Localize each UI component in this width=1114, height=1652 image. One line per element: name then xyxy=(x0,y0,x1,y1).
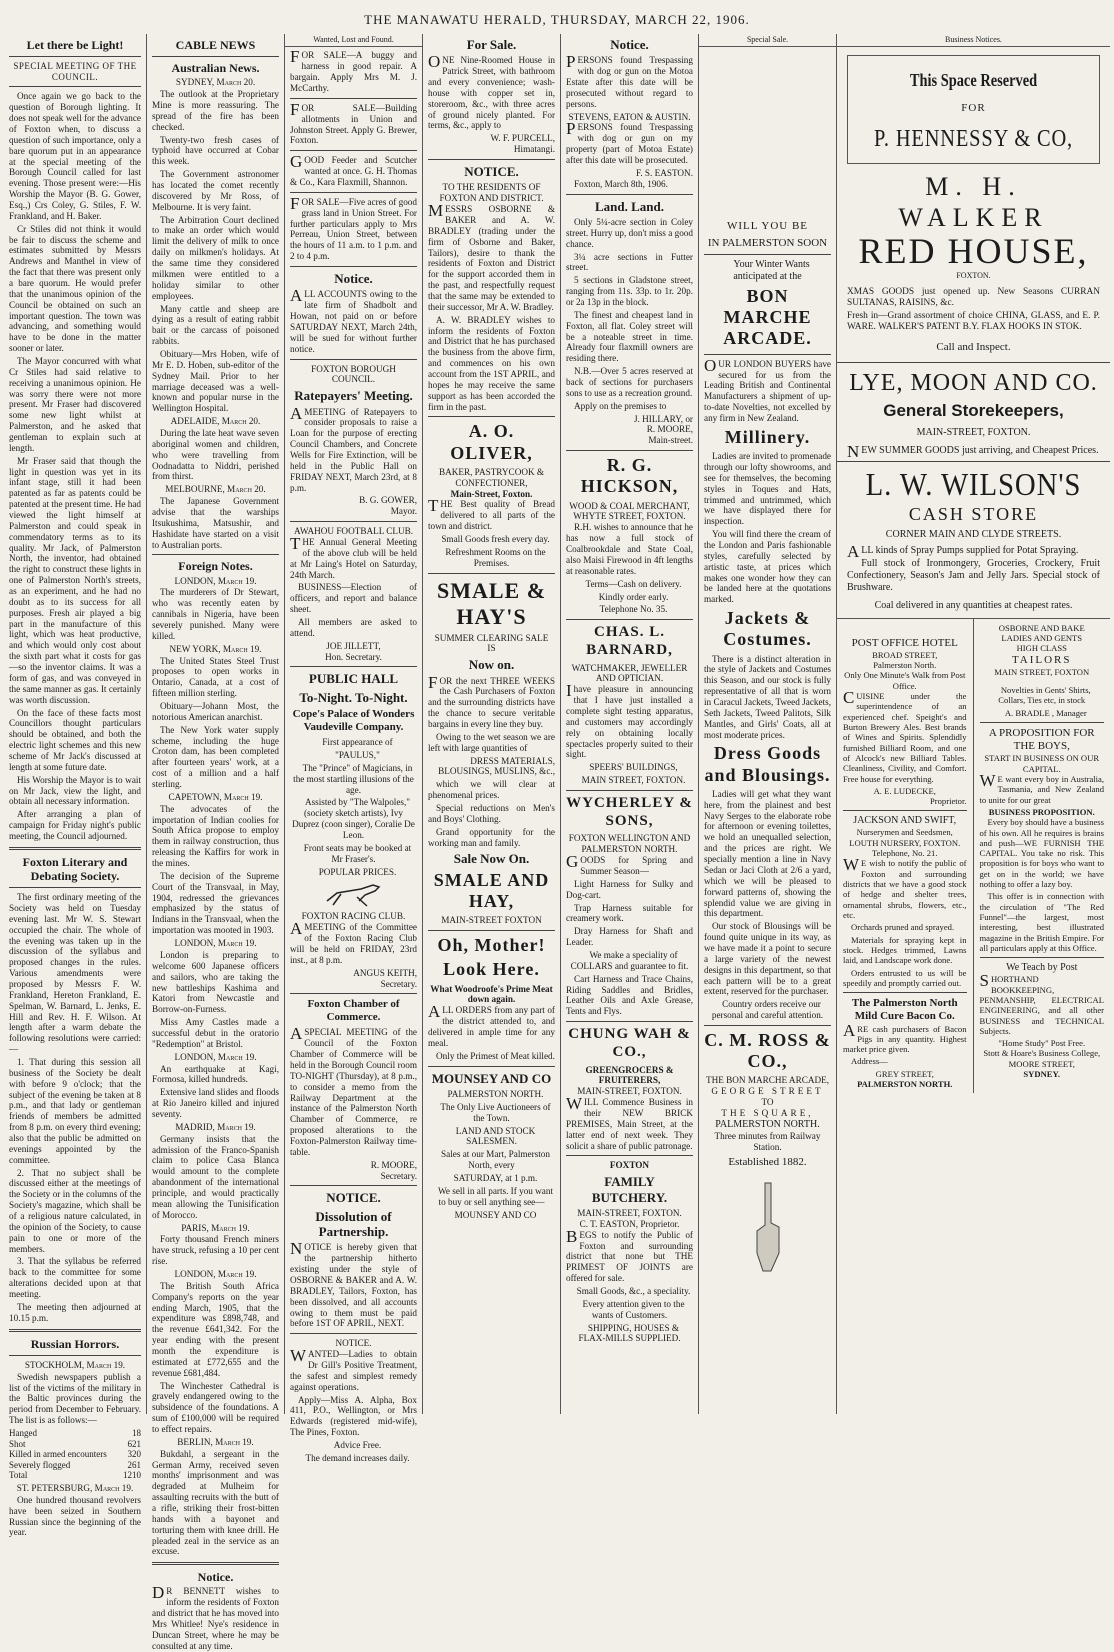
paragraph: Germany insists that the admission of the Franco-Spanish claim to police Casa Blanca would amount to the complete abandonment of the international principle, and would practically mean allowing the Tunisification of Morocco. xyxy=(152,1133,279,1220)
paragraph: Once again we go back to the question of Borough lighting. It does not speak well for the advance of Foxton when, to discuss a question of such importance, only a bare quorum put in an appearance at the special meeting of the Borough Council called for last evening. Those present were:—His Worship the Mayor (B. G. Gower, Esq.,) Crs Coley, G. Stiles, F. W. Frankland, and H. Baker. xyxy=(9,91,141,221)
ad-body: PALMERSTON NORTH. xyxy=(857,1079,953,1090)
classified-ad: FOR SALE—Building allotments in Union and Johnston Street. Apply G. Brewer, Foxton. xyxy=(290,99,417,146)
ad-body: XMAS GOODS just opened up. New Seasons CURRAN SULTANAS, RAISINS, &c. xyxy=(847,286,1100,308)
ad-body: Orchards pruned and sprayed. xyxy=(851,922,955,933)
ad-title: JACKSON AND SWIFT, xyxy=(853,815,957,827)
ad-body: Nurserymen and Seedsmen, xyxy=(856,827,953,838)
ad-body: Address— xyxy=(851,1056,888,1067)
paragraph: Swedish newspapers publish a list of the victims of the military in the Baltic provinces during the period from December to February. The list is as follows:— xyxy=(9,1371,141,1426)
ad-body: GEORGE STREET xyxy=(711,1086,824,1097)
notice-body: A. W. BRADLEY wishes to inform the residents of Foxton and District that he has purchased the business from the above firm, and commences on his own account from the 1ST APRIL, and hopes he may receive the same support as has been accorded the firm in the past. xyxy=(428,314,555,412)
ad-body: Cart Harness and Trace Chains, Riding Saddles and Bridles, Leather Oils and Axle Grease, Tents and Flys. xyxy=(566,973,693,1017)
ad-body: Ladies are invited to promenade through our lofty showrooms, and see for themselves, the becoming styles in Toques and Hats, trimmed and untrimmed, which we have displayed there for inspection. xyxy=(704,451,831,527)
ad-body: Materials for spraying kept in stock. Hedges trimmed, Lawns laid, and Landscape work done. xyxy=(843,934,967,966)
signature: R. MOORE, xyxy=(646,424,693,435)
ad-title: POST OFFICE HOTEL xyxy=(851,636,958,649)
ad-body: ARE cash purchasers of Bacon Pigs in any quantity. Highest market price given. xyxy=(843,1020,967,1055)
ad-body: This offer is in connection with the circulation of "The Red Funnel"—the largest, most interesting, best illustrated magazine in the British Empire. For all particulars apply at this Office. xyxy=(979,891,1104,953)
notice-body: Advice Free. xyxy=(333,1439,382,1450)
paragraph: During the late heat wave seven aboriginal women and children, who were travelling from Oodnadatta to Niddri, perished from thirst. xyxy=(152,427,279,482)
ad-body: What Woodroofe's Prime Meat down again. xyxy=(430,983,553,1005)
signature: F. S. EASTON. xyxy=(635,167,693,178)
ad-body: Main-Street, Foxton. xyxy=(450,488,533,499)
ad-body: Coal delivered in any quantities at cheapest rates. xyxy=(874,599,1073,611)
newspaper-page xyxy=(4,34,1110,1651)
paragraph: The advocates of the importation of Indian coolies for South Africa propose to employ them in railway construction, thus releasing the Kaffirs for work in the mines. xyxy=(152,803,279,869)
ad-body: BEGS to notify the Public of Foxton and surrounding district that none but THE PRIMEST OF JOINTS are offered for sale. xyxy=(566,1226,693,1284)
section-title: CABLE NEWS xyxy=(175,38,256,52)
notice-title: FOXTON BOROUGH COUNCIL. xyxy=(311,363,396,385)
ad-body: Special reductions on Men's and Boys' Clothing. xyxy=(428,803,555,824)
notice-title: Notice. xyxy=(334,271,373,287)
ad-body: Palmerston North. xyxy=(873,660,937,671)
ad-title: FOXTON xyxy=(609,1160,650,1171)
ad-body: We make a speciality of COLLARS and guarantee to fit. xyxy=(570,950,689,971)
ad-body: 5 sections in Gladstone street, ranging from 11s. 33p. to 1r. 20p. or 2a 13p in the block. xyxy=(566,275,693,307)
ad-body: LAND AND STOCK SALESMEN. xyxy=(455,1125,536,1147)
ad-title: Millinery. xyxy=(724,426,811,447)
ad-body: Apply on the premises to xyxy=(574,400,667,411)
column-3 xyxy=(285,34,423,1463)
ad-body: SATURDAY, at 1 p.m. xyxy=(453,1172,538,1183)
ad-title: We Teach by Post xyxy=(1006,962,1078,974)
ad-title: Sale Now On. xyxy=(453,851,530,867)
column-header: Special Sale. xyxy=(699,34,836,47)
notice-body: The demand increases daily. xyxy=(305,1452,410,1463)
classified-ad: FOR SALE—Five acres of good grass land in Union Street. For further particulars apply to Mrs Perreau, Union Street, between the hours of 11 a.m. to 1 p.m. and 2 to 4 p.m. xyxy=(290,193,417,262)
ad-body: "Home Study" Post Free. xyxy=(998,1038,1086,1049)
ad-body: The "Prince" of Magicians, in the most startling illusions of the age. xyxy=(293,762,414,795)
ad-title: MOUNSEY AND CO xyxy=(431,1070,552,1086)
ad-body: Telephone No. 35. xyxy=(599,604,668,615)
ad-body: There is a distinct alteration in the style of Jackets and Costumes this Season, and our stock is fully representative of all that is worn in Caracul Jackets, Tweed Jackets, Seth Jackets, Tweed Palitots, Silk Mantles, and Girls' Coats, all at most moderate prices. xyxy=(704,653,831,740)
box-firm: P. HENNESSY & CO, xyxy=(873,125,1074,152)
ad-body: WOOD & COAL MERCHANT, xyxy=(569,500,690,511)
paragraph: The Arbitration Court declined to make an order which would limit the delivery of milk to once daily on milkmen's holidays. At the same time they considered milkmen were entitled to a holiday similar to other employees. xyxy=(152,214,279,301)
paragraph: An earthquake at Kagi, Formosa, killed hundreds. xyxy=(152,1063,279,1085)
ad-body: HIGH CLASS xyxy=(1016,643,1067,654)
ad-title: To-Night. To-Night. xyxy=(299,689,408,705)
ad-body: GREY STREET, xyxy=(875,1068,934,1079)
notice-body: BUSINESS—Election of officers, and report and balance sheet. xyxy=(290,582,417,615)
signature: Mayor. xyxy=(390,506,417,517)
ad-title: FAMILY BUTCHERY. xyxy=(591,1174,668,1205)
notice-body: ALL ACCOUNTS owing to the late firm of Shadbolt and Howan, not paid on or before SATURDAY NEXT, March 24th, will be sued for without further notice. xyxy=(290,286,417,354)
ad-body: The finest and cheapest land in Foxton, all flat. Coley street will be a noteable street in time. Already four flaxmill owners are residing there. xyxy=(566,309,693,364)
signature: Main-street. xyxy=(648,435,693,446)
ad-title: WYCHERLEY & SONS, xyxy=(566,795,693,829)
ad-body: N.B.—Over 5 acres reserved at back of sections for purchasers sons to use as a recreation ground. xyxy=(566,366,693,398)
ad-body: FOXTON WELLINGTON AND PALMERSTON NORTH. xyxy=(568,833,691,855)
column-4 xyxy=(423,34,561,1414)
dateline: LONDON, March 19. xyxy=(174,938,257,949)
ad-body: LOUTH NURSERY, FOXTON. xyxy=(849,837,961,848)
ad-body: OUR LONDON BUYERS have secured for us from the Leading British and Continental Manufacturers a shipment of up-to-date Novelties, not excelled by any firm in New Zealand. xyxy=(704,355,831,423)
section-subtitle: Australian News. xyxy=(171,61,260,76)
ad-title: SMALE AND HAY, xyxy=(433,869,550,912)
ad-body: DRESS MATERIALS, BLOUSINGS, MUSLINS, &c., xyxy=(438,755,555,777)
ad-body: MAIN STREET, FOXTON. xyxy=(581,775,686,786)
ad-body: Owing to the wet season we are left with large quantities of xyxy=(428,731,555,753)
ad-body: MAIN-STREET FOXTON xyxy=(441,915,542,926)
ad-title: Look Here. xyxy=(443,959,540,980)
ad-body: Only One Minute's Walk from Post Office. xyxy=(844,670,966,691)
paragraph: The Japanese Government advise that the warships Itsukushima, Matsushir, and Hashidate have started on a visit to Australian ports. xyxy=(152,496,279,550)
ad-body: Small Goods, &c., a speciality. xyxy=(576,1285,691,1296)
ad-body: Stott & Hoare's Business College, MOORE STREET, xyxy=(983,1048,1101,1069)
paragraph: The New York water supply scheme, including the huge Croton dam, has been completed after fourteen years' work, at a cost of a million and a half sterling. xyxy=(152,724,279,790)
ad-title: Oh, Mother! xyxy=(437,935,546,956)
ad-body: THE BON MARCHE ARCADE, xyxy=(705,1075,830,1086)
ad-body: Your Winter Wants anticipated at the xyxy=(733,259,810,283)
ad-title: Jackets & Costumes. xyxy=(723,608,812,650)
ad-body: Sales at our Mart, Palmerston North, every xyxy=(441,1149,550,1171)
ad-body: Full stock of Ironmongery, Groceries, Crockery, Fruit Confectionery, Season's Jam and Jelly Jars. Special stock of Brushware. xyxy=(847,558,1100,593)
ad-body: Every boy should have a business of his own. All he requires is brains and push—WE FURNISH THE CAPITAL. You take no risk. This proposition is for boys who want to get on in the world; we have nothing to offer a lazy boy. xyxy=(979,817,1104,890)
ad-title: RED HOUSE, xyxy=(858,231,1089,272)
ad-body: Country orders receive our personal and careful attention. xyxy=(711,999,824,1021)
ad-body: Assisted by "The Walpoles," (society sketch artists), Ivy Duprez (coon singer), Coralie De Leon. xyxy=(292,797,415,840)
ad-body: Light Harness for Sulky and Dog-cart. xyxy=(566,878,693,900)
signature: B. G. GOWER, xyxy=(359,495,417,506)
paragraph: The Winchester Cathedral is gravely endangered owing to the subsidence of the foundations. A sum of £100,000 will be required to effect repairs. xyxy=(152,1380,279,1435)
masthead xyxy=(0,0,1114,34)
ad-body: WILL YOU BE xyxy=(726,220,809,233)
paragraph: One hundred thousand revolvers have been seized in Southern Russian since the beginning of the year. xyxy=(9,1494,141,1538)
ad-title: SMALE & HAY'S xyxy=(436,577,547,629)
ad-body: MAIN STREET, FOXTON xyxy=(994,666,1090,677)
paragraph: Extensive land slides and floods at Rio Janeiro killed and injured seventy. xyxy=(152,1087,279,1119)
ad-body: MAIN-STREET, FOXTON. xyxy=(577,1207,682,1218)
ad-body: GOODS for Spring and Summer Season— xyxy=(566,852,693,876)
ad-body: Telephone, No. 21. xyxy=(871,848,938,859)
ad-body: First appearance of xyxy=(322,737,393,748)
ad-body: CORNER MAIN AND CLYDE STREETS. xyxy=(885,528,1062,540)
ad-body: ALL ORDERS from any part of the district attended to, and delivered in ample time for any meal. xyxy=(428,1002,555,1048)
notice-title: Dissolution of Partnership. xyxy=(315,1208,392,1240)
ad-body: START IN BUSINESS ON OUR CAPITAL. xyxy=(984,753,1100,774)
ad-title: CASH STORE xyxy=(908,503,1039,524)
ad-body: FOXTON. xyxy=(956,271,991,281)
dateline: STOCKHOLM, March 19. xyxy=(24,1359,126,1370)
ad-title: LYE, MOON AND CO. xyxy=(849,369,1098,396)
wilson-ad xyxy=(837,466,1110,612)
ad-body: NEW SUMMER GOODS just arriving, and Cheapest Prices. xyxy=(847,442,1099,462)
ad-title: OSBORNE AND BAKE xyxy=(998,622,1085,633)
ad-title: R. G. HICKSON, xyxy=(580,455,679,497)
ad-body: Trap Harness suitable for creamery work. xyxy=(566,902,693,924)
signature: Hon. Secretary. xyxy=(325,651,382,662)
dateline: LONDON, March 19. xyxy=(174,575,257,586)
ad-body: ALL kinds of Spray Pumps supplied for Potat Spraying. xyxy=(847,541,1079,561)
ad-body: Dray Harness for Shaft and Leader. xyxy=(566,926,693,948)
ad-title: Dress Goods and Blousings. xyxy=(704,743,831,785)
notice-body: MESSRS OSBORNE & BAKER and A. W. BRADLEY (trading under the firm of Osborne and Baker, Tailors), desire to thank the residents of Foxton and District for the support accorded them in the past, and respectfully request that the same may be extended to their successor, Mr A. W. Bradley. xyxy=(428,201,555,312)
reserved-space-box xyxy=(847,55,1100,164)
notice-title: TO THE RESIDENTS OF FOXTON AND DISTRICT. xyxy=(439,182,544,204)
ad-body: C. T. EASTON, Proprietor. xyxy=(579,1218,680,1229)
notice-title: NOTICE. xyxy=(326,1190,381,1206)
ad-body: WATCHMAKER, JEWELLER AND OPTICIAN. xyxy=(571,662,688,684)
table-row: Killed in armed encounters 320 xyxy=(9,1449,141,1460)
ad-body: PALMERSTON NORTH. xyxy=(447,1088,544,1099)
ad-body: SHIPPING, HOUSES & FLAX-MILLS SUPPLIED. xyxy=(578,1322,681,1344)
ad-title: M. H. WALKER xyxy=(898,171,1049,232)
ad-title: The Palmerston North Mild Cure Bacon Co. xyxy=(851,997,958,1023)
notice-title: Foxton Chamber of Commerce. xyxy=(307,998,400,1024)
ad-title: Land. Land. xyxy=(594,198,664,214)
paragraph: Twenty-two fresh cases of typhoid have occurred at Cobar this week. xyxy=(152,134,279,167)
signature: STEVENS, EATON & AUSTIN. xyxy=(568,111,691,122)
ad-title: L. W. WILSON'S xyxy=(865,465,1082,502)
ad-title: General Storekeepers, xyxy=(883,401,1064,421)
ad-body: Ihave pleasure in announcing that I have just installed a complete sight testing apparatus, and customers may accordingly rely on obtaining locally spectacles properly suited to their sight. xyxy=(566,681,693,760)
ad-body: You will find there the cream of the London and Paris fashionable styles, carefully selected by artistic taste, at prices which makes one wonder how they can be landed here at the quotations marked. xyxy=(704,529,831,605)
ad-body: WE wish to notify the public of Foxton and surrounding districts that we have a good stock of hedge and shelter trees, ornamental shrubs, flowers, etc., etc. xyxy=(843,855,967,920)
paragraph: London is preparing to welcome 600 Japanese officers and sailors, who are taking the new battleships Kashima and Katori from Newcastle and Borrow-on-Furness. xyxy=(152,949,279,1015)
column-2 xyxy=(147,34,285,1651)
ad-title: BON MARCHE ARCADE. xyxy=(723,285,812,349)
ad-body: WE want every boy in Australia, Tasmania, and New Zealand to unite for our great xyxy=(979,770,1104,805)
paragraph: 2. That no subject shall be discussed either at the meetings of the Society or in the columns of the Society's magazine, which shall be of a religious nature calculated, in the opinion of the Society, to cause pain to one or more of the members. xyxy=(9,1167,141,1254)
signature: R. MOORE, xyxy=(370,1159,417,1170)
ad-body: CUISINE under the superintendence of an experienced chef. Speight's and Burton Brewery Ales. Best brands of Wines and Spirits. Splendidly furnished Billiard Room, and one of Alcock's new Billiard Tables. Cleanliness, Civility, and Comfort. Free house for everything. xyxy=(843,688,967,784)
ad-body: MAIN-STREET, FOXTON. xyxy=(577,1086,682,1097)
paragraph: Bukdahl, a sergeant in the German Army, received seven months' imprisonment and was degraded at Mulheim for assaulting recruits with the butt of a rifle, striking their frost-bitten hands with a bayonet and torturing them with knee drill. He pleaded zeal in the service as an excuse. xyxy=(152,1448,279,1557)
classified-ad: GOOD Feeder and Scutcher wanted at once. G. H. Thomas & Co., Kara Flaxmill, Shannon. xyxy=(290,152,417,188)
signature: Secretary. xyxy=(380,978,417,989)
ad-body: which we will clear at phenomenal prices. xyxy=(428,779,555,801)
lower-split xyxy=(837,618,1110,1094)
ad-body: BROAD STREET, xyxy=(872,649,938,660)
ad-body: ONE Nine-Roomed House in Patrick Street, with bathroom and every convenience; wash-house with copper set in, storeroom, &c., with three acres of ground nicely planted. For terms, &c., apply to xyxy=(428,52,555,131)
ad-body: R.H. wishes to announce that he has now a full stock of Coalbrookdale and State Coal, also Maisi Firewood in 4ft lengths at reasonable rates. xyxy=(566,522,693,576)
paragraph: Cr Stiles did not think it would be fair to discuss the scheme and estimates submitted by Messrs Andrews and Manthel in view of the fact that there was present only a bare quorum. He would prefer that the unanimous opinion of the Council be obtained on such an important question. The town was advancing, and something would have to be done in the matter sooner or later. xyxy=(9,223,141,354)
dateline: NEW YORK, March 19. xyxy=(169,643,262,654)
dateline: MELBOURNE, March 20. xyxy=(165,484,266,495)
ad-title: CHAS. L. BARNARD, xyxy=(586,624,673,658)
dateline: ST. PETERSBURG, March 19. xyxy=(16,1483,134,1493)
notice-body: AMEETING of Ratepayers to consider proposals to raise a Loan for the purpose of erecting Council Chambers, and Concrete Wells for Fire Extinction, will be held in the Public Hall on FRIDAY NEXT, March 23rd, at 8 p.m. xyxy=(290,403,417,493)
paragraph: On the face of these facts most Councillors thought particulars should be obtained, and both the electric light schemes and this new scheme of Mr Jack's discussed at length at some future date. xyxy=(9,707,141,772)
article-title: Let there be Light! xyxy=(26,38,124,52)
article-subtitle: SPECIAL MEETING OF THE COUNCIL. xyxy=(13,61,137,82)
ad-title: CHUNG WAH & CO., xyxy=(568,1026,691,1060)
horse-icon xyxy=(319,879,389,909)
ad-body: LADIES AND GENTS xyxy=(1001,632,1083,643)
ad-body: 3¼ acre sections in Futter street. xyxy=(566,251,693,273)
ad-body: GREENGROCERS & FRUITERERS, xyxy=(585,1064,674,1086)
column-1 xyxy=(4,34,147,1538)
paragraph: 3. That the syllabus be referred back to the committee for some alterations decided upon at that meeting. xyxy=(9,1256,141,1300)
dateline: MADRID, March 19. xyxy=(175,1121,256,1132)
signature: JOE JILLETT, xyxy=(326,640,381,651)
ad-body: THE SQUARE, xyxy=(721,1108,814,1118)
notice-body: Foxton, March 8th, 1906. xyxy=(574,178,668,189)
ad-body: MOUNSEY AND CO xyxy=(454,1209,537,1220)
ad-body: Terms—Cash on delivery. xyxy=(585,578,682,589)
signature: J. HILLARY, or xyxy=(633,413,693,424)
notice-title: NOTICE. xyxy=(464,164,519,180)
ad-body: Kindly order early. xyxy=(598,591,669,602)
signature: Proprietor. xyxy=(929,796,967,807)
notice-body: WANTED—Ladies to obtain Dr Gill's Positive Treatment, the safest and simplest remedy against operations. xyxy=(290,1346,417,1392)
table-row: Total 1210 xyxy=(9,1470,141,1481)
column-5 xyxy=(561,34,699,1414)
classified-ad: FOR SALE—A buggy and harness in good repair. A bargain. Apply Mrs M. J. McCarthy. xyxy=(290,47,417,94)
dateline: LONDON, March 19. xyxy=(174,1268,257,1279)
ad-body: Grand opportunity for the working man and family. xyxy=(428,826,555,848)
paragraph: The decision of the Supreme Court of the Transvaal, in May, 1904, redressed the grievances emphasized by the status of Indians in the Transvaal, when the importation was mooted in 1903. xyxy=(152,870,279,936)
paragraph: Many cattle and sheep are dying as a result of eating rabbit bait or the carcass of poisoned rabbits. xyxy=(152,303,279,347)
ad-body: SHORTHAND BOOKKEEPING, PENMANSHIP, ELECTRICAL ENGINEERING, and all other BUSINESS and TECHNICAL Subjects. xyxy=(979,971,1104,1036)
notice-body: AMEETING of the Committee of the Foxton Racing Club will be held on FRIDAY, 23rd inst., at 8 p.m. xyxy=(290,919,417,965)
right-subcolumn xyxy=(974,619,1111,1094)
column-header: Business Notices. xyxy=(837,34,1110,47)
ad-body: Only the Primest of Meat killed. xyxy=(436,1050,555,1061)
notice-body: All members are asked to attend. xyxy=(290,617,417,638)
ad-body: FOR the next THREE WEEKS the Cash Purchasers of Foxton and the surrounding districts have the chance to secure veritable bargains in every line they buy. xyxy=(428,672,555,730)
paragraph: The murderers of Dr Stewart, who was recently eaten by cannibals in Nigeria, have been severely punished. Many were killed. xyxy=(152,587,279,641)
victims-table xyxy=(9,1428,141,1481)
ad-body: Every attention given to the wants of Customers. xyxy=(582,1298,685,1320)
paragraph: Forty thousand French miners have struck, refusing a 10 per cent rise. xyxy=(152,1234,279,1267)
paragraph: Miss Amy Castles made a successful debut in the oratorio "Redemption" at Bristol. xyxy=(152,1017,279,1049)
ad-body: We sell in all parts. If you want to buy or sell anything see— xyxy=(437,1185,554,1207)
ad-body: PALMERSTON NORTH. xyxy=(715,1118,820,1130)
signature: ANGUS KEITH, xyxy=(353,967,417,978)
paragraph: The United States Steel Trust proposes to open works in Ontario, Canada, at a cost of fifteen million sterling. xyxy=(152,655,279,699)
ad-body: WILL Commence Business in their NEW BRICK PREMISES, Main Street, at the latter end of next week. They solicit a share of public patronage. xyxy=(566,1094,693,1151)
ad-body: Orders entrusted to us will be speedily and promptly carried out. xyxy=(843,967,967,988)
paragraph: His Worship the Mayor is to wait on Mr Jack, view the light, and obtain all necessary information. xyxy=(9,774,141,807)
notice-body: PERSONS found Trespassing with dog or gun on my property (part of Motoa Estate) after this date will be prosecuted. xyxy=(566,119,693,166)
ad-title: For Sale. xyxy=(466,37,517,52)
ad-body: "PAULUS," xyxy=(335,749,380,760)
notice-body: THE Annual General Meeting of the above club will be held at Mr Laing's Hotel on Saturday, 24th March. xyxy=(290,534,417,580)
notice-title: Notice. xyxy=(197,1570,234,1585)
ad-body: IN PALMERSTON SOON xyxy=(707,237,828,250)
ad-title: C. M. ROSS & CO., xyxy=(704,1029,831,1072)
ad-body: WHYTE STREET, FOXTON. xyxy=(573,511,686,522)
ad-body: MAIN-STREET, FOXTON. xyxy=(916,427,1031,439)
ad-body: Novelties in Gents' Shirts, Collars, Ties etc, in stock xyxy=(998,685,1091,706)
ad-title: TAILORS xyxy=(1011,653,1072,666)
ad-body: Established 1882. xyxy=(728,1156,807,1169)
column-header: Wanted, Lost and Found. xyxy=(285,34,422,47)
paragraph: The Mayor concurred with what Cr Stiles had said relative to receiving a unanimous opinion. He was sorry there were not more present. Mr Fraser had discovered some new light whilst at Palmerston, and he asked that gentleman to explain such at length. xyxy=(9,356,141,453)
notice-body: NOTICE is hereby given that the partnership hitherto existing under the style of OSBORNE & BAKER and A. W. BRADLEY, Tailors, Foxton, has been dissolved, and all accounts owing to them must be paid before 1ST OF APRIL, NEXT. xyxy=(290,1239,417,1329)
article-title: Foxton Literary and Debating Society. xyxy=(22,854,128,883)
column-6 xyxy=(699,34,837,1414)
ad-body: BAKER, PASTRYCOOK & CONFECTIONER, xyxy=(438,466,545,488)
paragraph: The meeting then adjourned at 10.15 p.m. xyxy=(9,1301,141,1323)
paragraph: Obituary—Mrs Hoben, wife of Mr E. D. Hoben, sub-editor of the Sydney Mail. Prior to her marriage deceased was a well-known and popular nurse in the Wellington Hospital. xyxy=(152,348,279,414)
notice-title: FOXTON RACING CLUB. xyxy=(301,911,406,922)
table-row: Severely flogged 261 xyxy=(9,1459,141,1470)
section-subtitle: Foreign Notes. xyxy=(178,559,253,574)
paragraph: The first ordinary meeting of the Society was held on Tuesday evening last. Mr W. S. Stewart occupied the chair. The whole of the evening was taken up in the discussion of the syllabus and proposed changes in the rules. Various amendments were proposed by Messrs F. W. Frankland, Hereton Frankland, E. Spelman, W. Barnard, L. Jenks, E. Hill and Rev. H. F. Wilson. At length after a warm debate the following resolutions were carried:— xyxy=(9,892,141,1055)
walker-ad xyxy=(837,172,1110,354)
signature: A. E. LUDECKE, xyxy=(873,785,936,796)
ad-body: Ladies will get what they want here, from the plainest and best Navy Serges to the elaborate robe for afternoon or evening toilettes, we hold an unequalled selection, and the prices are right. We specially mention a line in Navy Sedan or Jaci Cloth at 2/6 a yard, which we will be pleased to forward patterns of, showing the splendid value we are giving in this department. xyxy=(704,788,831,919)
ad-body: TO xyxy=(761,1097,774,1108)
ad-title: PUBLIC HALL xyxy=(308,671,399,687)
notice-body: PERSONS found Trespassing with dog or gun on the Motoa Estate after this date will be prosecuted without regard to persons. xyxy=(566,52,693,109)
paragraph: DR BENNETT wishes to inform the residents of Foxton and district that he has moved into Mrs Whitlee! Nye's residence in Duncan Street, where he may be consulted at any time. xyxy=(152,1583,279,1651)
notice-body: ASPECIAL MEETING of the Council of the Foxton Chamber of Commerce will be held in the Borough Council room TO-NIGHT (Thursday), at 8 p.m., to consider a memo from the Railway Department at the instance of the Palmerston North Chamber of Commerce, re proposed alterations to the Foxton-Palmerston Railway time-table. xyxy=(290,1024,417,1157)
notice-title: AWAHOU FOOTBALL CLUB. xyxy=(293,526,414,537)
lye-moon-ad xyxy=(837,369,1110,462)
ad-title: A PROPOSITION FOR THE BOYS, xyxy=(988,726,1095,753)
ad-title: Cope's Palace of Wonders Vaudeville Company. xyxy=(292,708,415,734)
ad-body: Three minutes from Railway Station. xyxy=(714,1130,821,1152)
ad-body: SUMMER CLEARING SALE xyxy=(434,632,549,643)
ad-body: POPULAR PRICES. xyxy=(318,866,397,877)
dateline: SYDNEY, March 20. xyxy=(175,77,256,88)
dateline: LONDON, March 19. xyxy=(174,1051,257,1062)
ad-body: Only 5¼-acre section in Coley street. Hurry up, don't miss a good chance. xyxy=(566,216,693,249)
box-title: This Space Reserved xyxy=(909,70,1038,91)
ad-body: SYDNEY. xyxy=(1023,1069,1061,1080)
box-for: FOR xyxy=(961,101,986,114)
ad-body: Small Goods fresh every day. xyxy=(441,534,550,545)
masthead-title: THE MANAWATU HERALD, THURSDAY, MARCH 22, 1906. xyxy=(364,12,750,27)
notice-title: Ratepayers' Meeting. xyxy=(294,388,413,404)
ad-body: Call and Inspect. xyxy=(936,340,1011,353)
paragraph: Obituary—Johann Most, the notorious American anarchist. xyxy=(152,701,279,722)
table-row: Hanged 18 xyxy=(9,1427,141,1438)
paragraph: The Government astronomer has located the comet recently discovered by Mr Ross, of Melbourne. It is very faint. xyxy=(152,169,279,212)
dateline: ADELAIDE, March 20. xyxy=(170,416,261,427)
notice-title: Notice. xyxy=(610,37,649,52)
dateline: PARIS, March 19. xyxy=(181,1222,250,1233)
signature: W. F. PURCELL, xyxy=(490,133,555,144)
ad-body: Our stock of Blousings will be found quite unique in its way, as we have made it a point to secure a large variety of the newest designs in this department, so that each pattern will be to a great extent, reserved for the purchaser. xyxy=(704,921,831,997)
ad-body: A. BRADLE , Manager xyxy=(1004,707,1087,718)
ad-body: IS xyxy=(487,643,496,654)
table-row: Shot 621 xyxy=(9,1438,141,1449)
column-7-business-notices xyxy=(837,34,1110,1414)
dateline: BERLIN, March 19. xyxy=(177,1436,254,1447)
ad-body: Fresh in—Grand assortment of choice CHINA, GLASS, and E. P. WARE. WALKER'S PATENT B.Y. FLAX HOOKS IN STOK. xyxy=(847,310,1100,332)
pointing-hand-icon xyxy=(753,1183,783,1273)
paragraph: After arranging a plan of campaign for Friday night's public meeting, the Council adjourned. xyxy=(9,809,141,841)
paragraph: The outlook at the Proprietary Mine is more reassuring. The spread of the fire has been checked. xyxy=(152,89,279,132)
signature: Himatangi. xyxy=(513,144,555,155)
left-subcolumn xyxy=(837,619,974,1094)
dateline: CAPETOWN, March 19. xyxy=(168,791,263,802)
ad-body: Refreshment Rooms on the Premises. xyxy=(445,546,546,568)
notice-body: Apply—Miss A. Alpha, Box 411, P.O., Wellington, or Mrs Edwards (registered mid-wife), The Pines, Foxton. xyxy=(290,1394,417,1438)
ad-title: Now on. xyxy=(468,657,515,673)
ad-title: BUSINESS PROPOSITION. xyxy=(988,806,1095,817)
ad-body: The Only Live Auctioneers of the Town. xyxy=(440,1101,551,1123)
paragraph: The British South Africa Company's reports on the year ending March, 1905, that the expenditure was £898,748, and the revenue £641,342. For the year ending with the present month the expenditure is estimated at £772,655 and the revenue £681,484. xyxy=(152,1280,279,1378)
ad-body: SPEERS' BUILDINGS, xyxy=(589,762,678,773)
ad-body: THE Best quality of Bread delivered to all parts of the town and district. xyxy=(428,496,555,532)
paragraph: Mr Fraser said that though the light in question was yet in its infant stage, still it had been patented as far as patents could be patented at the present time. He had viewed the light himself at Palmerston and could speak in commendatory terms as to its quality. Mr Jack, of Palmerston North, the inventor, had obtained the right to construct these lights in one of Palmerston North's streets, as an experiment, and he had no doubt as to its success for all purposes. Fresh air played a big part in the manufacture of this light, which was heat productive, and which would only cost about the sixth part what it costs for gas—so the inventor claims. It was a form of gas, and was conveyed in the same manner as gas. It certainly was worth discussion. xyxy=(9,455,141,705)
notice-title: NOTICE. xyxy=(335,1338,372,1349)
paragraph: 1. That during this session all business of the Society be dealt with before 9 o'clock; that the subject of the evening be taken at 8 p.m., and that lady or gentleman friends of members be admitted from 8 p.m. on every third evening; also that the public be admitted on evenings appointed by the committee. xyxy=(9,1057,141,1165)
article-title: Russian Horrors. xyxy=(30,1336,120,1351)
signature: Secretary. xyxy=(380,1170,417,1181)
ad-body: Front seats may be booked at Mr Fraser's. xyxy=(303,842,412,864)
ad-title: A. O. OLIVER, xyxy=(450,421,533,463)
